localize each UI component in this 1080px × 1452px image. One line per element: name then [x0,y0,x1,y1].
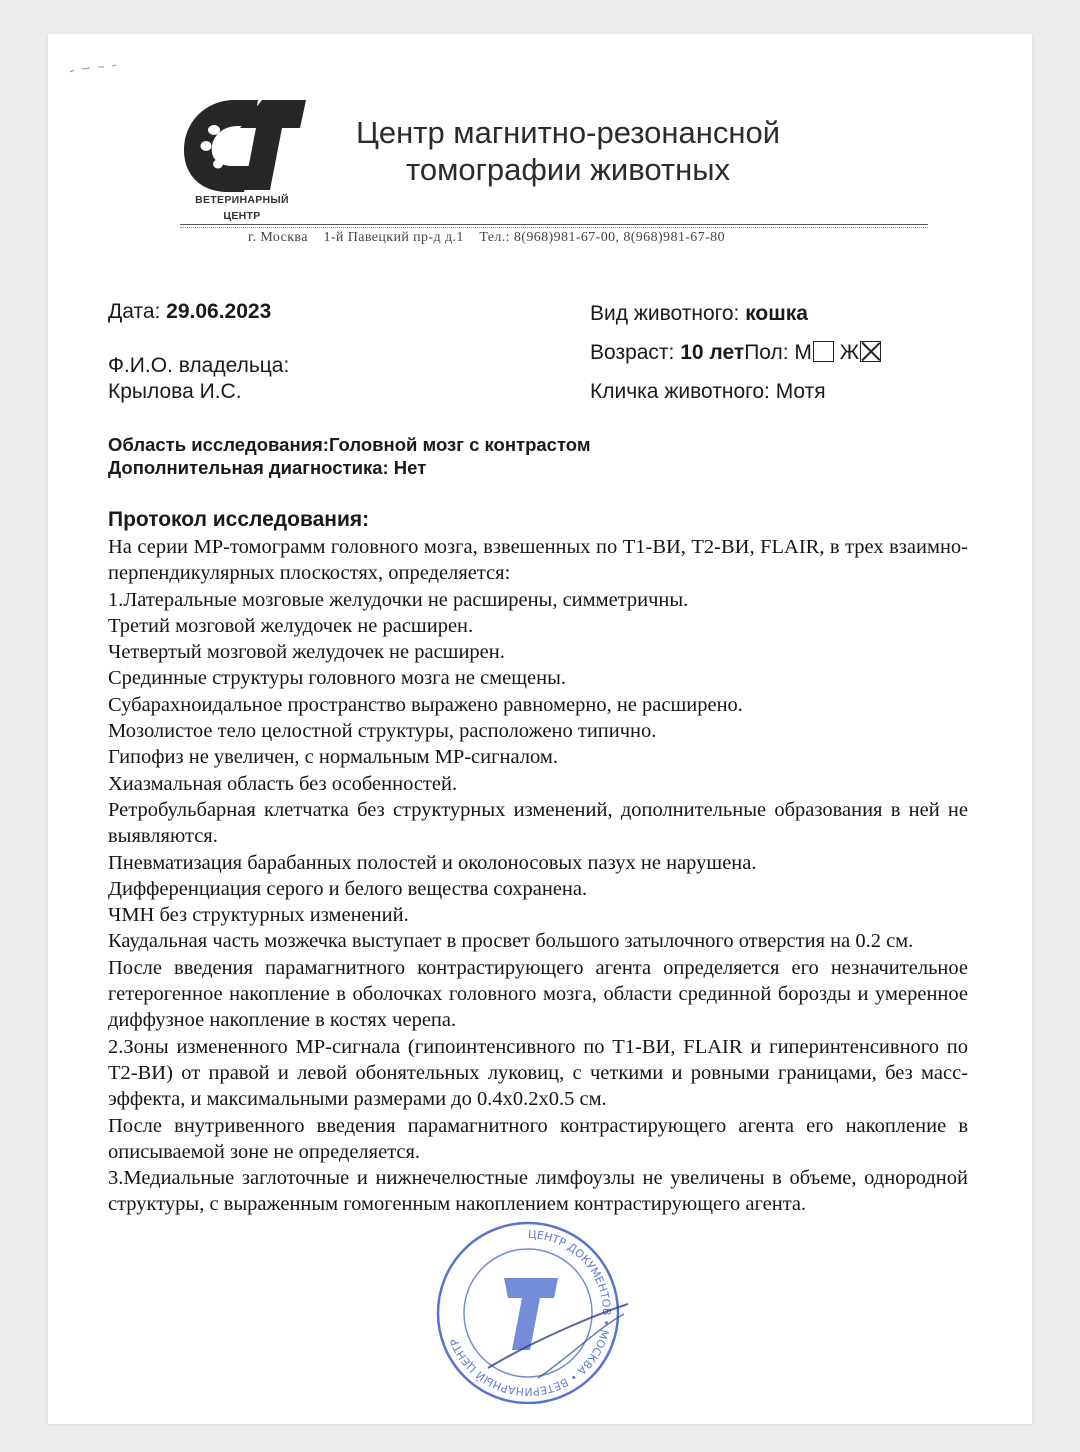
protocol-paragraph: Мозолистое тело целостной структуры, расположено типично. [108,720,657,743]
pet-name-label: Кличка животного: [590,380,776,403]
protocol-paragraph: Каудальная часть мозжечка выступает в просвет большого затылочного отверстия на 0.2 см. [108,930,914,953]
owner-value: Крылова И.С. [108,380,242,403]
date-value: 29.06.2023 [166,300,272,323]
logo-caption-line2: ЦЕНТР [223,210,261,222]
sex-label: Пол: М [744,341,812,364]
protocol-paragraph: 1.Латеральные мозговые желудочки не расширены, симметричны. [108,588,689,611]
sex-female-label: Ж [833,341,860,364]
protocol-body [108,534,968,1218]
pet-name-value: Мотя [775,380,826,403]
sex-female-checkbox [860,341,881,362]
protocol-paragraph: ЧМН без структурных изменений. [108,904,409,927]
animal-type-value: кошка [745,302,808,325]
protocol-title: Протокол исследования: [108,508,370,531]
protocol-paragraph: Субарахноидальное пространство выражено равномерно, не расширено. [108,693,743,716]
clinic-contacts: г. Москва 1-й Павецкий пр-д д.1 Тел.: 8(968)981-67-00, 8(968)981-67-80 [248,230,725,245]
protocol-paragraph: Срединные структуры головного мозга не смещены. [108,667,567,690]
study-area: Область исследования:Головной мозг с контрастом [108,434,591,455]
protocol-paragraph: 2.Зоны измененного МР-сигнала (гипоинтенсивного по Т1-ВИ, FLAIR и гиперинтенсивного по Т2-ВИ) от правой и левой обонятельных луковиц, с четкими и ровными границами, без масс-эффекта, и максимальными размерами до 0.4х0.2х0.5 см. [108,1035,968,1111]
logo-caption-line1: ВЕТЕРИНАРНЫЙ [195,194,289,206]
svg-text:ЦЕНТР ДОКУМЕНТОВ • МОСКВА • ВЕ: ЦЕНТР ДОКУМЕНТОВ • МОСКВА • ВЕТЕРИНАРНЫЙ ЦЕНТР [447,1227,614,1399]
pet-name [590,380,826,404]
margin-mark [68,64,118,76]
age-value: 10 лет [680,341,745,364]
protocol-paragraph: 3.Медиальные заглоточные и нижнечелюстные лимфоузлы не увеличены в объеме, однородной структуры, с выраженным гомогенным накоплением контрастирующего агента. [108,1167,968,1216]
age-sex-line [590,341,881,365]
document-page [48,34,1032,1424]
clinic-stamp [428,1218,628,1404]
owner-label: Ф.И.О. владельца: [108,354,290,377]
clinic-title-line1: Центр магнитно-резонансной [355,115,781,150]
protocol-paragraph: Четвертый мозговой желудочек не расширен. [108,641,505,664]
protocol-paragraph: Дифференциация серого и белого вещества сохранена. [108,877,588,900]
clinic-title-line2: томографии животных [405,152,731,187]
protocol-paragraph: Гипофиз не увеличен, с нормальным МР-сигналом. [108,746,558,769]
header-divider [180,224,928,225]
date-label: Дата: [108,300,167,323]
sex-male-checkbox [813,341,834,362]
age-label: Возраст: [590,341,681,364]
clinic-logo [178,94,306,224]
header-divider-dotted [180,227,928,228]
protocol-paragraph: Ретробульбарная клетчатка без структурных изменений, дополнительные образования в ней не выявляются. [108,798,968,848]
protocol-paragraph: На серии МР-томограмм головного мозга, взвешенных по Т1-ВИ, Т2-ВИ, FLAIR, в трех взаимно-перпендикулярных плоскостях, определяется: [108,536,968,585]
extra-diagnostics: Дополнительная диагностика: Нет [108,457,427,478]
protocol-paragraph: Хиазмальная область без особенностей. [108,772,458,795]
exam-date [108,300,271,324]
protocol-paragraph: После введения парамагнитного контрастирующего агента определяется его незначительное гетерогенное накопление в оболочках головного мозга, области срединной борозды и умеренное диффузное накопление в костях черепа. [108,956,968,1032]
animal-type [590,302,808,326]
animal-type-label: Вид животного: [590,302,746,325]
protocol-paragraph: Третий мозговой желудочек не расширен. [108,614,474,637]
protocol-paragraph: Пневматизация барабанных полостей и околоносовых пазух не нарушена. [108,851,757,874]
clinic-title [298,114,838,188]
protocol-paragraph: После внутривенного введения парамагнитного контрастирующего агента его накопление в описываемой зоне не определяется. [108,1114,968,1163]
